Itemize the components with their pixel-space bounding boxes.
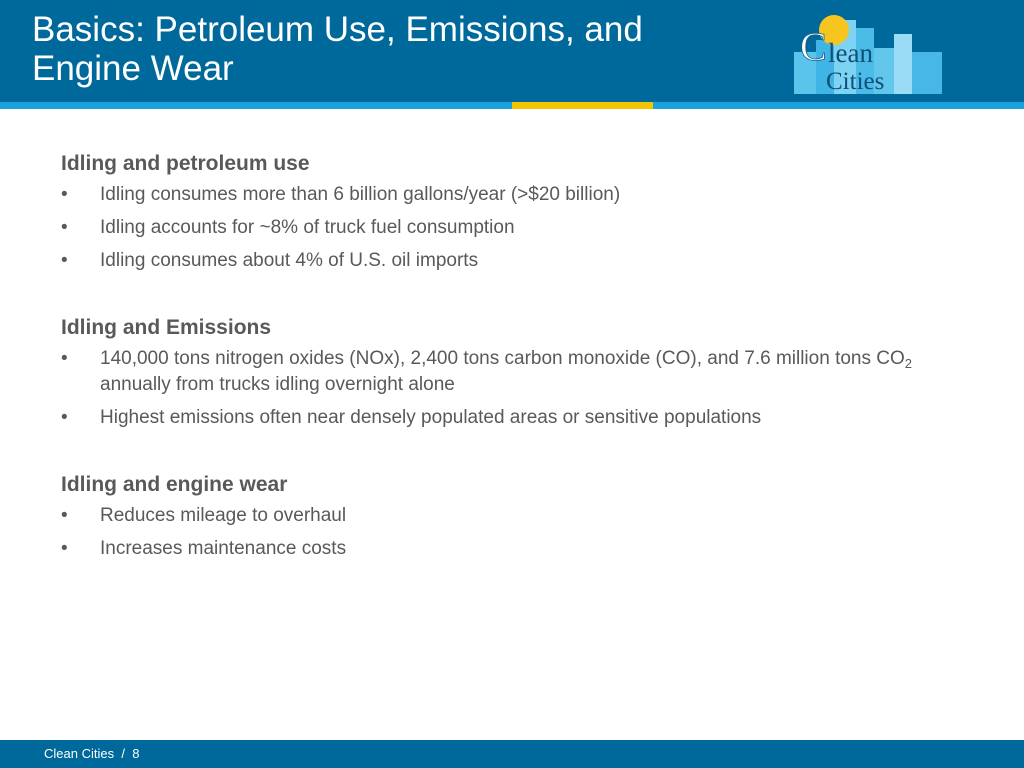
slide-body [61, 150, 961, 602]
bullet-text-before: 140,000 tons nitrogen oxides (NOx), 2,400 tons carbon monoxide (CO), and 7.6 million tons CO [100, 348, 905, 369]
bullet-item [61, 248, 961, 274]
section-petroleum-use [61, 150, 961, 274]
slide-title: Basics: Petroleum Use, Emissions, and Engine Wear [32, 10, 643, 88]
bullet-text: Reduces mileage to overhaul [100, 505, 347, 526]
section-heading: Idling and Emissions [61, 316, 272, 339]
logo-building [894, 34, 912, 94]
bullet-icon: • [61, 407, 68, 428]
footer-separator: / [121, 746, 125, 761]
bullet-list [61, 182, 961, 274]
footer-label [44, 746, 139, 762]
logo-word-cities: Cities [826, 68, 885, 95]
logo-initial: C [800, 24, 827, 69]
bullet-text: Idling consumes more than 6 billion gallons/year (>$20 billion) [100, 184, 621, 205]
bullet-item [61, 536, 961, 562]
section-engine-wear [61, 471, 961, 562]
slide-footer [0, 740, 1024, 768]
bullet-text-after: annually from trucks idling overnight alone [100, 374, 455, 395]
logo-word-lean: lean [828, 38, 873, 68]
section-heading: Idling and petroleum use [61, 152, 310, 175]
header-stripe-blue-left [0, 102, 512, 109]
section-emissions [61, 314, 961, 431]
bullet-item [61, 182, 961, 208]
bullet-item [61, 503, 961, 529]
co2-subscript: 2 [904, 356, 912, 371]
bullet-icon: • [61, 217, 68, 238]
bullet-icon: • [61, 348, 68, 369]
bullet-icon: • [61, 538, 68, 559]
bullet-text: Increases maintenance costs [100, 538, 347, 559]
bullet-list [61, 346, 961, 431]
bullet-text: Highest emissions often near densely populated areas or sensitive populations [100, 407, 762, 428]
bullet-icon: • [61, 250, 68, 271]
bullet-item [61, 215, 961, 241]
header-stripe-blue-right [653, 102, 1024, 109]
bullet-item [61, 405, 961, 431]
page-number: 8 [132, 746, 140, 761]
bullet-list [61, 503, 961, 562]
section-heading: Idling and engine wear [61, 473, 288, 496]
header-stripe-yellow [512, 102, 653, 109]
footer-org: Clean Cities [44, 746, 115, 761]
logo-building [912, 52, 942, 94]
bullet-text: Idling accounts for ~8% of truck fuel consumption [100, 217, 515, 238]
bullet-icon: • [61, 184, 68, 205]
bullet-icon: • [61, 505, 68, 526]
clean-cities-logo [788, 12, 948, 96]
bullet-text: Idling consumes about 4% of U.S. oil imports [100, 250, 479, 271]
bullet-item [61, 346, 961, 398]
